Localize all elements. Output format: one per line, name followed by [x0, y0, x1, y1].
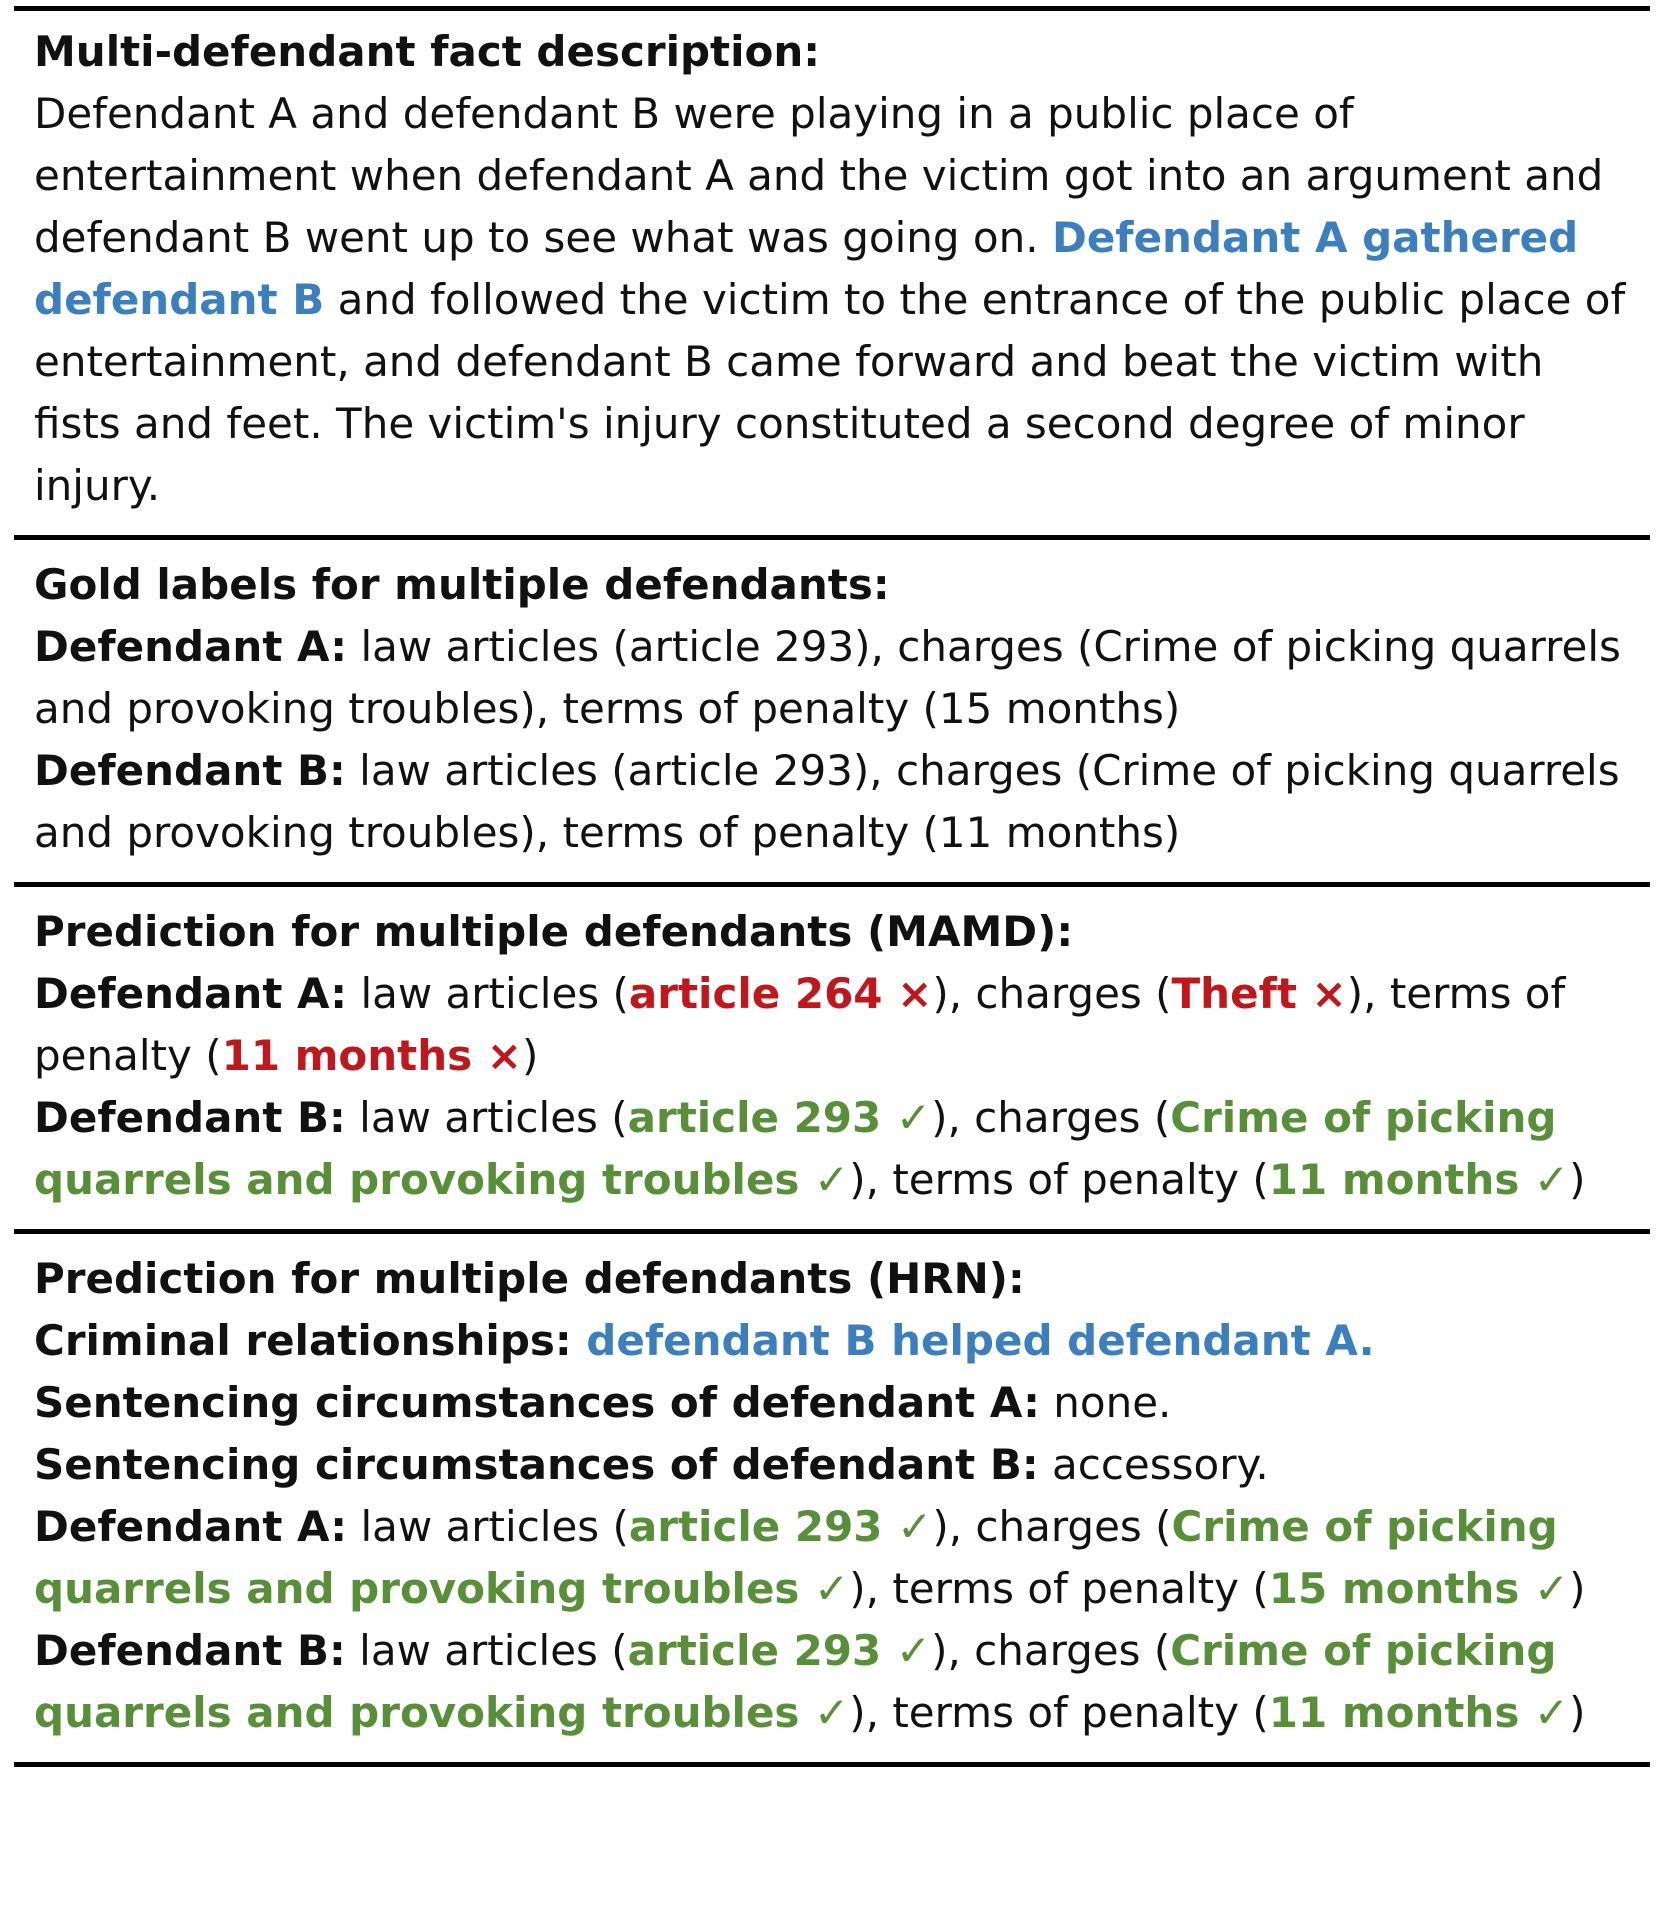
hrn-b-t2: ), charges (	[931, 1626, 1171, 1675]
hrn-rel-label: Criminal relationships:	[34, 1316, 587, 1365]
mamd-a-t1: law articles (	[347, 969, 629, 1018]
hrn-sent-a-value: none.	[1039, 1378, 1172, 1427]
hrn-a-penalty: 15 months ✓	[1268, 1564, 1570, 1613]
hrn-b-t4: )	[1569, 1688, 1586, 1737]
mamd-a-charge: Theft ×	[1171, 969, 1347, 1018]
hrn-sent-b-value: accessory.	[1038, 1440, 1269, 1489]
mamd-a-label: Defendant A:	[34, 969, 348, 1018]
hrn-section	[14, 1234, 1650, 1762]
mamd-b-t1: law articles (	[345, 1093, 628, 1142]
gold-defendant-b	[34, 740, 1630, 864]
hrn-defendant-b	[34, 1620, 1630, 1744]
fact-text-2: and followed the victim to the entrance of the public place of entertainment, and defendant B came forward and beat the victim with fists and feet. The victim's injury constituted a second degree of minor injury.	[34, 275, 1626, 510]
hrn-b-article: article 293 ✓	[627, 1626, 932, 1675]
hrn-heading: Prediction for multiple defendants (HRN):	[34, 1254, 1025, 1303]
mamd-section	[14, 887, 1650, 1229]
hrn-a-t2: ), charges (	[932, 1502, 1172, 1551]
hrn-defendant-a	[34, 1496, 1630, 1620]
hrn-b-label: Defendant B:	[34, 1626, 346, 1675]
hrn-a-t3: ), terms of penalty (	[849, 1564, 1269, 1613]
hrn-a-label: Defendant A:	[34, 1502, 348, 1551]
mamd-a-penalty: 11 months ×	[221, 1031, 522, 1080]
hrn-sent-b-label: Sentencing circumstances of defendant B:	[34, 1440, 1039, 1489]
hrn-sent-a-label: Sentencing circumstances of defendant A:	[34, 1378, 1040, 1427]
fact-section	[14, 11, 1650, 535]
mamd-a-t4: )	[521, 1031, 539, 1080]
bottom-rule	[14, 1762, 1650, 1767]
gold-a-text: law articles (article 293), charges (Crime of picking quarrels and provoking troubles), terms of penalty (15 months)	[34, 622, 1621, 733]
mamd-b-charge: Crime of picking quarrels and provoking troubles ✓	[34, 1093, 1557, 1204]
mamd-a-article: article 264 ×	[628, 969, 933, 1018]
hrn-sentencing-b	[34, 1434, 1630, 1496]
case-study-figure	[14, 6, 1650, 1767]
mamd-a-t3: ), terms of penalty (	[34, 969, 1566, 1080]
mamd-b-label: Defendant B:	[34, 1093, 346, 1142]
hrn-b-penalty: 11 months ✓	[1268, 1688, 1570, 1737]
hrn-a-t4: )	[1569, 1564, 1586, 1613]
hrn-a-charge: Crime of picking quarrels and provoking troubles ✓	[34, 1502, 1558, 1613]
mamd-heading: Prediction for multiple defendants (MAMD):	[34, 907, 1074, 956]
mamd-a-t2: ), charges (	[932, 969, 1172, 1018]
hrn-a-t1: law articles (	[347, 1502, 629, 1551]
mamd-b-t2: ), charges (	[931, 1093, 1171, 1142]
mamd-defendant-a	[34, 963, 1630, 1087]
mamd-b-t4: )	[1569, 1155, 1586, 1204]
gold-heading: Gold labels for multiple defendants:	[34, 560, 890, 609]
mamd-b-article: article 293 ✓	[627, 1093, 932, 1142]
hrn-b-t3: ), terms of penalty (	[849, 1688, 1269, 1737]
fact-text-1: Defendant A and defendant B were playing in a public place of entertainment when defendant A and the victim got into an argument and defendant B went up to see what was going on.	[34, 89, 1604, 262]
hrn-b-charge: Crime of picking quarrels and provoking troubles ✓	[34, 1626, 1557, 1737]
gold-section	[14, 540, 1650, 882]
fact-heading: Multi-defendant fact description:	[34, 27, 821, 76]
mamd-b-t3: ), terms of penalty (	[849, 1155, 1269, 1204]
gold-b-text: law articles (article 293), charges (Crime of picking quarrels and provoking troubles), terms of penalty (11 months)	[34, 746, 1620, 857]
mamd-b-penalty: 11 months ✓	[1268, 1155, 1570, 1204]
gold-b-label: Defendant B:	[34, 746, 346, 795]
mamd-defendant-b	[34, 1087, 1630, 1211]
fact-highlight: Defendant A gathered defendant B	[34, 213, 1579, 324]
hrn-rel-value: defendant B helped defendant A.	[586, 1316, 1375, 1365]
hrn-relationship	[34, 1310, 1630, 1372]
hrn-b-t1: law articles (	[345, 1626, 628, 1675]
gold-defendant-a	[34, 616, 1630, 740]
hrn-sentencing-a	[34, 1372, 1630, 1434]
gold-a-label: Defendant A:	[34, 622, 348, 671]
hrn-a-article: article 293 ✓	[628, 1502, 933, 1551]
